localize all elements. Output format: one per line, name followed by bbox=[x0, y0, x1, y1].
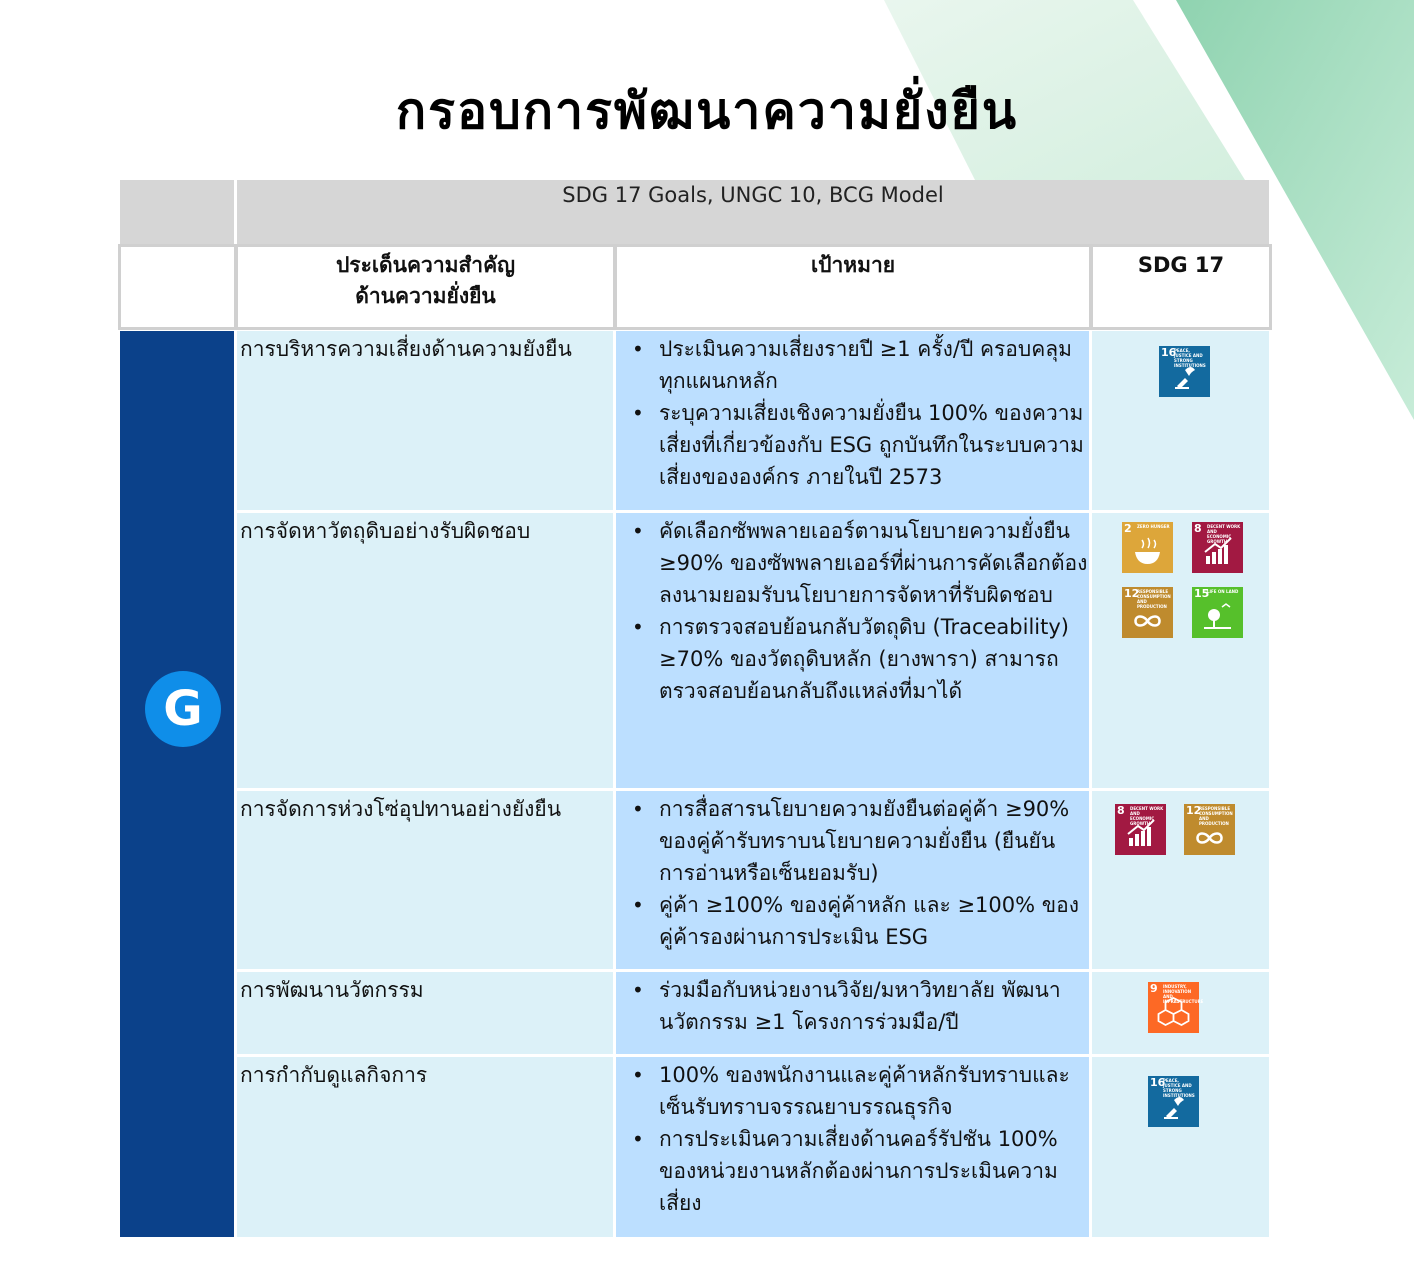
table-row-topic: การบริหารความเสี่ยงด้านความยังยืน bbox=[237, 331, 613, 510]
sdg-label: RESPONSIBLE CONSUMPTION AND PRODUCTION bbox=[1199, 806, 1233, 826]
list-item: • การสื่อสารนโยบายความยังยืนต่อคู่ค้า ≥90% ของคู่ค้ารับทราบนโยบายความยั่งยืน (ยืนยันการอ่านหรือเซ็นยอมรับ) bbox=[616, 793, 1089, 889]
header-corner bbox=[120, 180, 234, 244]
sdg-label: RESPONSIBLE CONSUMPTION AND PRODUCTION bbox=[1137, 589, 1171, 609]
column-header-topic-line1: ประเด็นความสำคัญ bbox=[335, 253, 516, 277]
list-item: • ร่วมมือกับหน่วยงานวิจัย/มหาวิทยาลัย พัฒนานวัตกรรม ≥1 โครงการร่วมมือ/ปี bbox=[616, 974, 1089, 1038]
sdg-12-icon bbox=[1122, 587, 1173, 638]
sdg-8-icon bbox=[1115, 804, 1166, 855]
list-item: • การตรวจสอบย้อนกลับวัตถุดิบ (Traceability) ≥70% ของวัตถุดิบหลัก (ยางพารา) สามารถตรวจสอบย้อนกลับถึงแหล่งที่มาได้ bbox=[616, 611, 1089, 707]
table-row-sdg bbox=[1092, 513, 1269, 788]
sdg-label: ZERO HUNGER bbox=[1137, 524, 1170, 529]
sdg-2-icon bbox=[1122, 522, 1173, 573]
list-item: • ระบุความเสี่ยงเชิงความยั่งยืน 100% ของความเสี่ยงที่เกี่ยวข้องกับ ESG ถูกบันทึกในระบบความเสี่ยงขององค์กร ภายในปี 2573 bbox=[616, 397, 1089, 493]
table-row-topic: การกำกับดูแลกิจการ bbox=[237, 1057, 613, 1237]
header-blank-cell bbox=[118, 244, 237, 330]
list-item: • คัดเลือกซัพพลายเออร์ตามนโยบายความยั่งยืน ≥90% ของซัพพลายเออร์ที่ผ่านการคัดเลือกต้องลงนามยอมรับนโยบายการจัดหาที่รับผิดชอบ bbox=[616, 515, 1089, 611]
sdg-number: 16 bbox=[1161, 346, 1177, 359]
column-header-topic bbox=[235, 244, 616, 330]
table-row-targets bbox=[616, 1057, 1089, 1237]
sdg-number: 2 bbox=[1124, 522, 1132, 535]
sdg-9-icon bbox=[1148, 982, 1204, 1033]
sdg-number: 12 bbox=[1124, 587, 1140, 600]
table-row-topic: การจัดหาวัตถุดิบอย่างรับผิดชอบ bbox=[237, 513, 613, 788]
list-item: • 100% ของพนักงานและคู่ค้าหลักรับทราบและเซ็นรับทราบจรรณยาบรรณธุรกิจ bbox=[616, 1059, 1089, 1123]
sdg-16-icon bbox=[1148, 1076, 1199, 1127]
table-row-sdg bbox=[1092, 1057, 1269, 1237]
table-row-topic: การจัดการห่วงโซ่อุปทานอย่างยังยืน bbox=[237, 791, 613, 969]
table-row-targets bbox=[616, 331, 1089, 510]
sdg-label: DECENT WORK AND ECONOMIC GROWTH bbox=[1130, 806, 1164, 826]
sdg-number: 12 bbox=[1186, 804, 1202, 817]
table-row-sdg bbox=[1092, 972, 1269, 1054]
column-header-target: เป้าหมาย bbox=[614, 244, 1092, 330]
sdg-16-icon bbox=[1159, 346, 1210, 397]
sdg-label: LIFE ON LAND bbox=[1207, 589, 1239, 594]
sdg-label: DECENT WORK AND ECONOMIC GROWTH bbox=[1207, 524, 1241, 544]
sdg-label: INDUSTRY, INNOVATION AND INFRASTRUCTURE bbox=[1163, 984, 1204, 1004]
table-row-targets bbox=[616, 791, 1089, 969]
sdg-label: PEACE, JUSTICE AND STRONG INSTITUTIONS bbox=[1163, 1078, 1195, 1098]
column-header-sdg: SDG 17 bbox=[1090, 244, 1272, 330]
list-item: • การประเมินความเสี่ยงด้านคอร์รัปชัน 100% ของหน่วยงานหลักต้องผ่านการประเมินความเสี่ยง bbox=[616, 1123, 1089, 1219]
sdg-15-icon bbox=[1192, 587, 1243, 638]
table-row-sdg bbox=[1092, 331, 1269, 510]
list-item: • ประเมินความเสี่ยงรายปี ≥1 ครั้ง/ปี ครอบคลุมทุกแผนกหลัก bbox=[616, 333, 1089, 397]
pillar-column bbox=[120, 331, 234, 1237]
column-header-topic-line2: ด้านความยั่งยืน bbox=[355, 284, 496, 308]
sdg-12-icon bbox=[1184, 804, 1235, 855]
framework-header: SDG 17 Goals, UNGC 10, BCG Model bbox=[237, 180, 1269, 244]
sdg-number: 15 bbox=[1194, 587, 1210, 600]
sdg-number: 16 bbox=[1150, 1076, 1166, 1089]
sdg-number: 9 bbox=[1150, 982, 1158, 995]
table-row-topic: การพัฒนานวัตกรรม bbox=[237, 972, 613, 1054]
pillar-badge: G bbox=[145, 671, 221, 747]
page-title: กรอบการพัฒนาความยั่งยืน bbox=[395, 82, 1019, 140]
sdg-number: 8 bbox=[1194, 522, 1202, 535]
sdg-label: PEACE, JUSTICE AND STRONG INSTITUTIONS bbox=[1174, 348, 1206, 368]
list-item: • คู่ค้า ≥100% ของคู่ค้าหลัก และ ≥100% ของคู่ค้ารองผ่านการประเมิน ESG bbox=[616, 889, 1089, 953]
table-row-targets bbox=[616, 513, 1089, 788]
table-row-targets bbox=[616, 972, 1089, 1054]
sdg-number: 8 bbox=[1117, 804, 1125, 817]
sdg-8-icon bbox=[1192, 522, 1243, 573]
table-row-sdg bbox=[1092, 791, 1269, 969]
